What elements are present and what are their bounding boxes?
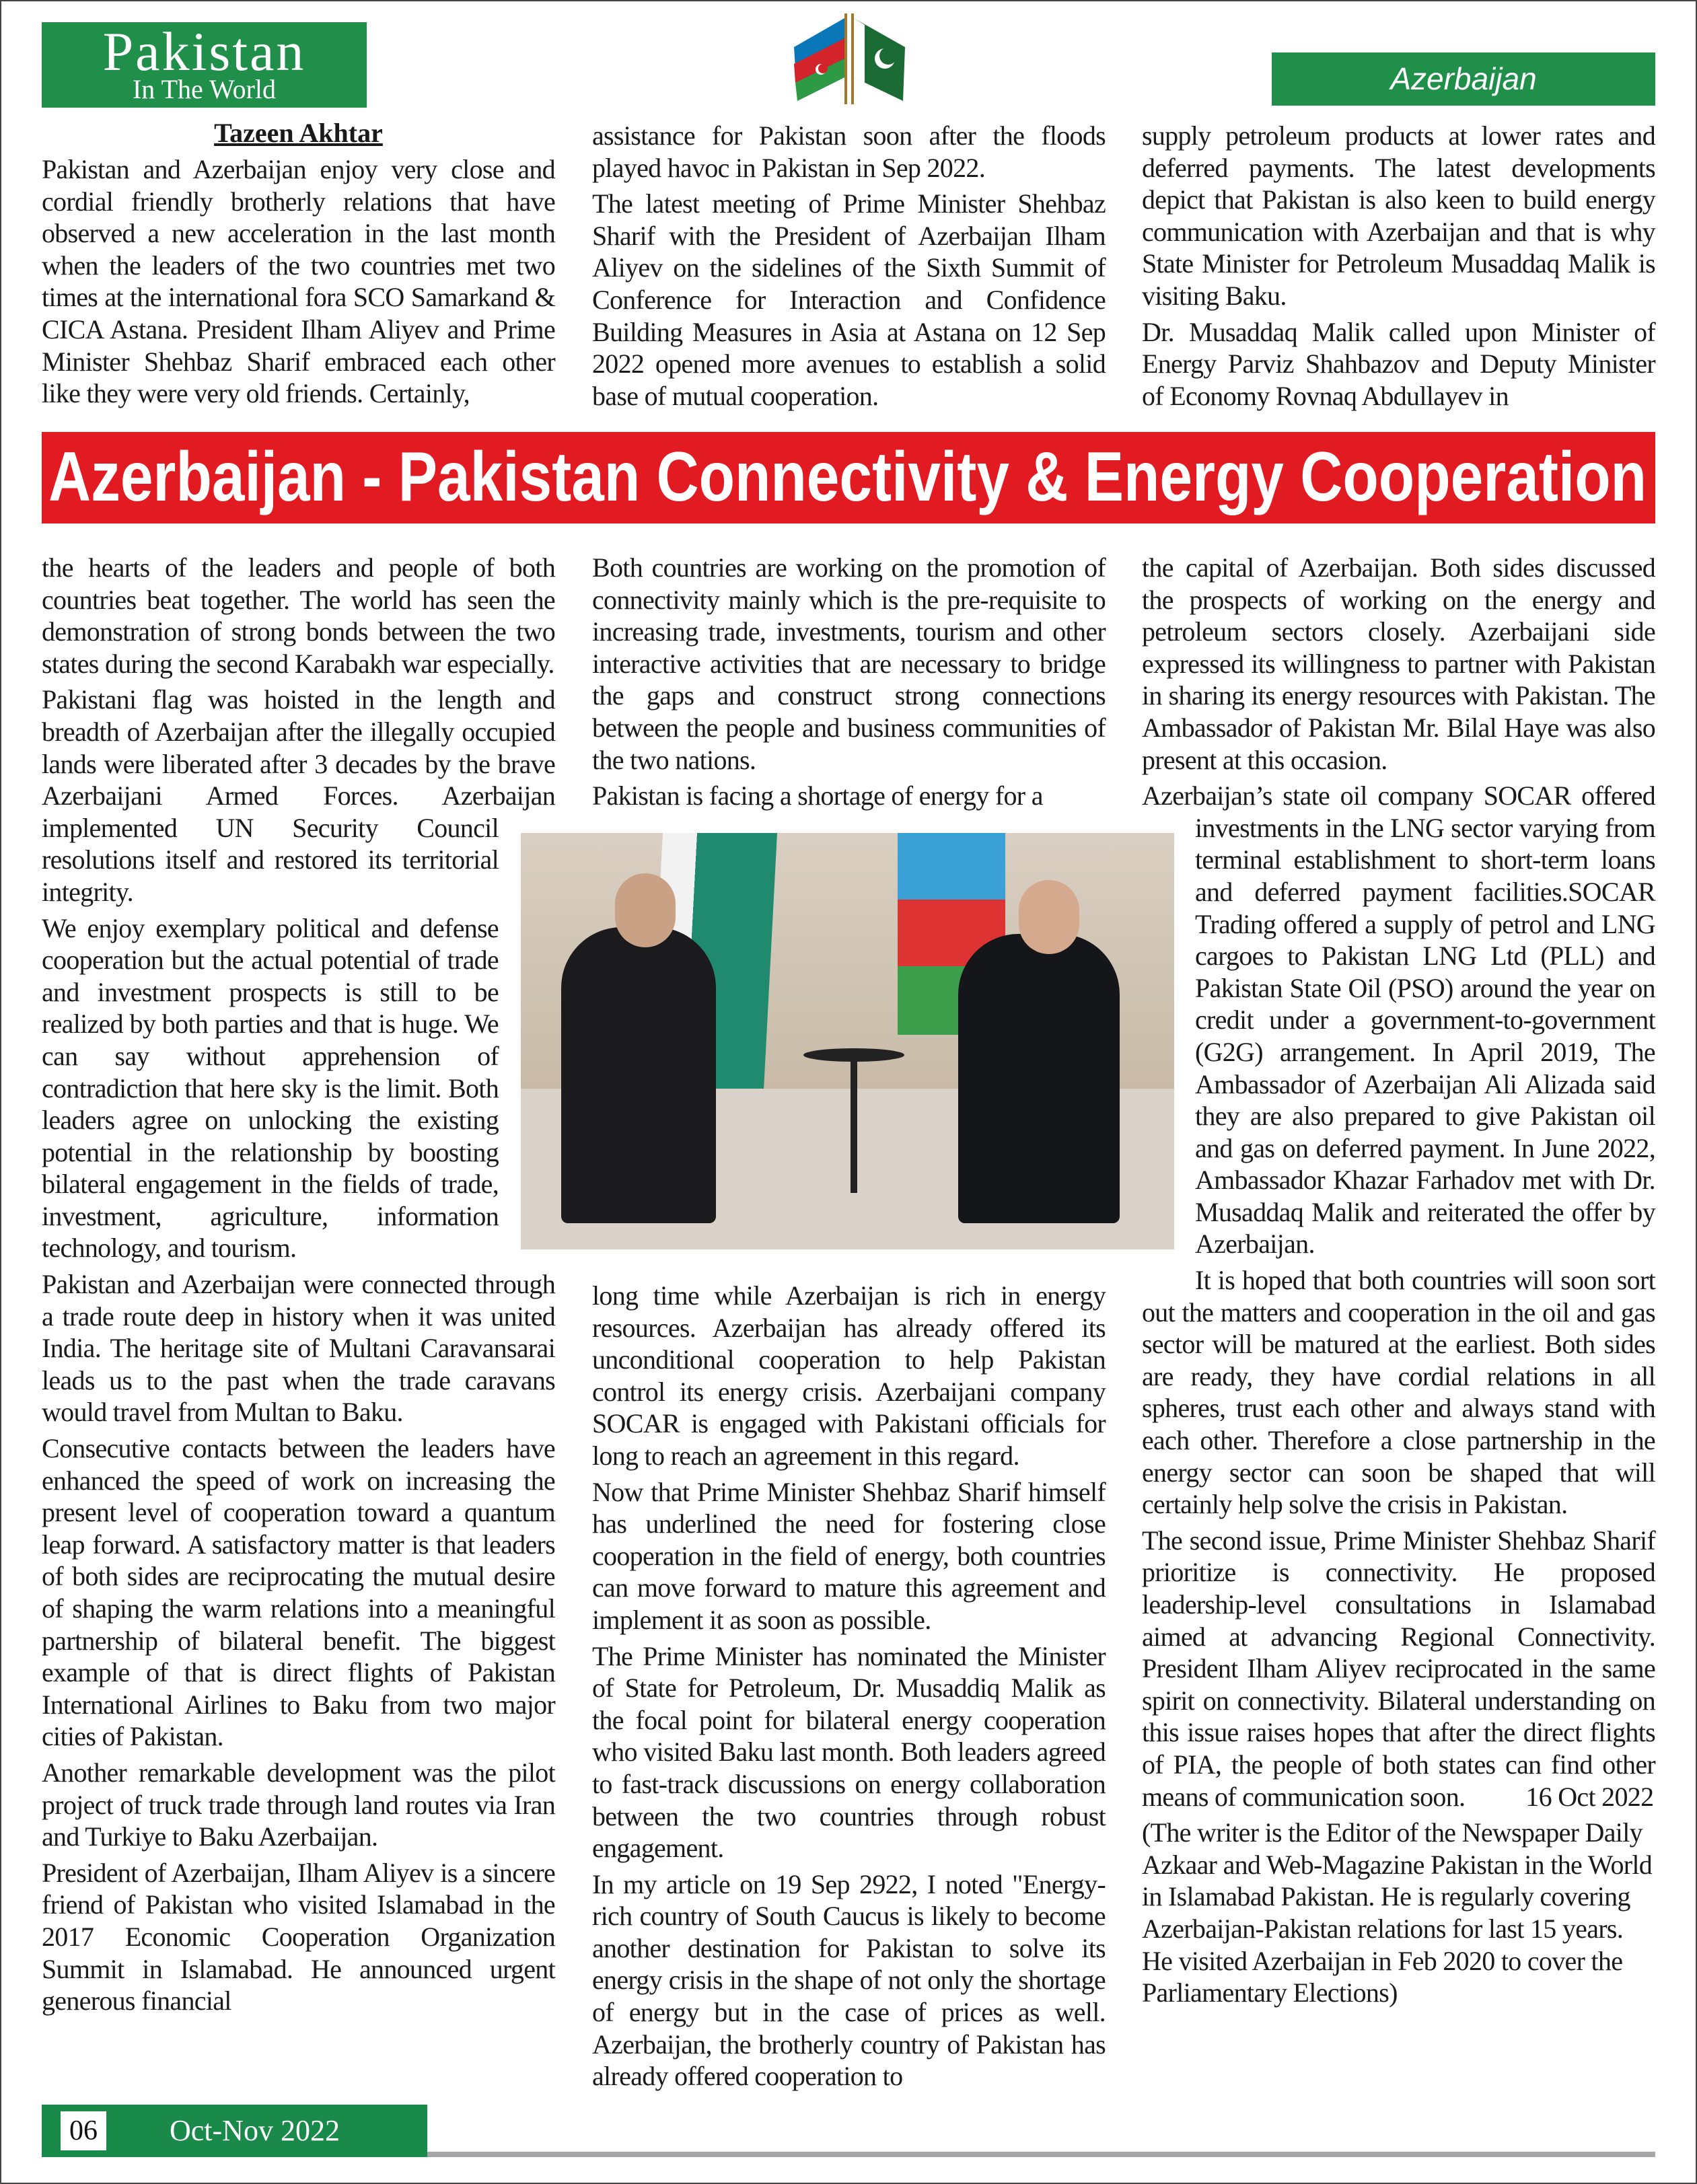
paragraph: The latest meeting of Prime Minister Shehbaz Sharif with the President of Azerbaijan Ilham Aliyev on the sidelines of the Sixth Summit of Conference for Interaction and Confidence Building Measures in Asia at Astana on 12 Sep 2022 opened more avenues to establish a solid base of mutual cooperation. xyxy=(592,188,1106,411)
logo-title: Pakistan xyxy=(102,21,306,82)
headline-banner xyxy=(42,432,1655,523)
azerbaijan-pakistan-flags-icon xyxy=(781,10,918,108)
bottom-column-2-top xyxy=(592,552,1106,816)
footer-rule xyxy=(427,2152,1655,2157)
paragraph: Pakistan and Azerbaijan were connected through a trade route deep in history when it was united India. The heritage site of Multani Caravansarai leads us to the past when the trade caravans would travel from Multan to Baku. xyxy=(42,1269,555,1428)
bottom-column-3 xyxy=(1142,552,1655,2013)
page-number: 06 xyxy=(61,2111,106,2150)
bottom-column-1 xyxy=(42,552,555,2021)
masthead-logo xyxy=(42,22,367,108)
logo-subtitle: In The World xyxy=(132,74,277,104)
leaders-meeting-photo xyxy=(521,833,1174,1249)
issue-date: Oct-Nov 2022 xyxy=(170,2114,340,2147)
paragraph: Pakistani flag was hoisted in the length and breadth of Azerbaijan after the illegally occupied lands were liberated after 3 decades by the brave Azerbaijani Armed Forces. Azerbaijan implemented UN Security Council resolutions itself and restored its territorial integrity. xyxy=(42,684,555,907)
headline: Azerbaijan - Pakistan Connectivity & Energy Cooperation xyxy=(48,438,1647,516)
person-right xyxy=(958,934,1120,1223)
person-left xyxy=(561,927,716,1223)
paragraph: supply petroleum products at lower rates and deferred payments. The latest developments depict that Pakistan is also keen to build energy communication with Azerbaijan and that is why State Minister for Petroleum Musaddaq Malik is visiting Baku. xyxy=(1142,120,1655,311)
person-right-head xyxy=(1019,880,1079,954)
table-leg xyxy=(851,1058,857,1193)
paragraph: Pakistan is facing a shortage of energy for a xyxy=(592,780,1043,811)
paragraph: In my article on 19 Sep 2922, I noted "Energy-rich country of South Caucus is likely to become another destination for Pakistan to solve its energy crisis in the shape of not only the shortage of energy but in the case of prices as well. Azerbaijan, the brotherly country of Pakistan has already offered cooperation to xyxy=(592,1868,1106,2092)
paragraph: the hearts of the leaders and people of both countries beat together. The world has seen the demonstration of strong bonds between the two states during the second Karabakh war especially. xyxy=(42,552,555,679)
author-byline: Tazeen Akhtar xyxy=(214,118,383,148)
paragraph-text: The second issue, Prime Minister Shehbaz Sharif prioritize is connectivity. He proposed leadership-level consultations in Islamabad aimed at advancing Regional Connectivity. President Ilham Aliyev reciprocated in the same spirit on connectivity. Bilateral understanding on this issue raises hopes that after the direct flights of PIA, the people of both states can find other means of communication soon. xyxy=(1142,1525,1655,1812)
paragraph: Consecutive contacts between the leaders have enhanced the speed of work on increasing the present level of cooperation toward a quantum leap forward. A satisfactory matter is that leaders of both sides are reciprocating the mutual desire of shaping the warm relations into a meaningful partnership of bilateral benefit. The biggest example of that is direct flights of Pakistan International Airlines to Baku from two major cities of Pakistan. xyxy=(42,1433,555,1752)
paragraph: Another remarkable development was the pilot project of truck trade through land routes via Iran and Turkiye to Baku Azerbaijan. xyxy=(42,1757,555,1852)
paragraph: Now that Prime Minister Shehbaz Sharif himself has underlined the need for fostering close cooperation in the field of energy, both countries can move forward to mature this agreement and implement it as soon as possible. xyxy=(592,1476,1106,1635)
dateline: 16 Oct 2022 xyxy=(1525,1781,1654,1812)
paragraph: the capital of Azerbaijan. Both sides discussed the prospects of working on the energy and petroleum sectors closely. Azerbaijani side expressed its willingness to partner with Pakistan in sharing its energy resources with Pakistan. The Ambassador of Pakistan Mr. Bilal Haye was also present at this occasion. xyxy=(1142,552,1655,775)
footer-badge xyxy=(42,2105,427,2157)
paragraph: We enjoy exemplary political and defense cooperation but the actual potential of trade and investment prospects is still to be realized by both parties and that is huge. We can say without apprehension of contradiction that here sky is the limit. Both leaders agree on unlocking the existing potential in the relationship by boosting bilateral engagement in the fields of trade, investment, agriculture, information technology, and tourism. xyxy=(42,912,499,1264)
paragraph: assistance for Pakistan soon after the floods played havoc in Pakistan in Sep 2022. xyxy=(592,120,1106,183)
paragraph: (The writer is the Editor of the Newspaper Daily Azkaar and Web-Magazine Pakistan in the World in Islamabad Pakistan. He is regularly covering Azerbaijan-Pakistan relations for last 15 years. He visited Azerbaijan in Feb 2020 to cover the Parliamentary Elections) xyxy=(1142,1817,1653,2008)
bottom-column-2-bottom xyxy=(592,1280,1106,2097)
top-column-2 xyxy=(592,120,1106,416)
paragraph: Pakistan and Azerbaijan enjoy very close and cordial friendly brotherly relations that have observed a new acceleration in the last month when the leaders of the two countries met two times at the international fora SCO Samarkand & CICA Astana. President Ilham Aliyev and Prime Minister Shehbaz Sharif embraced each other like they were very old friends. Certainly, xyxy=(42,154,555,409)
paragraph: long time while Azerbaijan is rich in energy resources. Azerbaijan has already offered its unconditional cooperation to help Pakistan control its energy crisis. Azerbaijani company SOCAR is engaged with Pakistani officials for long to reach an agreement in this regard. xyxy=(592,1280,1106,1471)
top-column-3 xyxy=(1142,120,1655,416)
person-left-head xyxy=(615,873,676,947)
paragraph: The Prime Minister has nominated the Minister of State for Petroleum, Dr. Musaddiq Malik as the focal point for bilateral energy cooperation who visited Baku last month. Both leaders agreed to fast-track discussions on energy collaboration between the two countries through robust engagement. xyxy=(592,1640,1106,1864)
paragraph: President of Azerbaijan, Ilham Aliyev is a sincere friend of Pakistan who visited Islamabad in the 2017 Economic Cooperation Organization Summit in Islamabad. He announced urgent generous financial xyxy=(42,1857,555,2016)
paragraph: Dr. Musaddaq Malik called upon Minister of Energy Parviz Shahbazov and Deputy Minister of Economy Rovnaq Abdullayev in xyxy=(1142,316,1655,411)
paragraph xyxy=(1142,1525,1655,1813)
section-label: Azerbaijan xyxy=(1272,52,1655,106)
paragraph: Azerbaijan’s state oil company SOCAR offered investments in the LNG sector varying from terminal establishment to short-term loans and deferred payment facilities.SOCAR Trading offered a supply of petrol and LNG cargoes to Pakistan LNG Ltd (PLL) and Pakistan State Oil (PSO) around the year on credit under a government-to-government (G2G) arrangement. In April 2019, The Ambassador of Azerbaijan Ali Alizada said they are also prepared to give Pakistan oil and gas on deferred payment. In June 2022, Ambassador Khazar Farhadov met with Dr. Musaddaq Malik and reiterated the offer by Azerbaijan. xyxy=(1142,780,1655,1260)
paragraph: It is hoped that both countries will soon sort out the matters and cooperation in the oil and gas sector will be matured at the earliest. Both sides are ready, they have cordial relations in all spheres, trust each other and always stand with each other. Therefore a close partnership in the energy sector can soon be shaped that will certainly help solve the crisis in Pakistan. xyxy=(1142,1265,1655,1520)
top-column-1 xyxy=(42,153,555,414)
paragraph: Both countries are working on the promotion of connectivity mainly which is the pre-requisite to increasing trade, investments, tourism and other interactive activities that are necessary to bridge the gaps and construct strong connections between the people and business communities of the two nations. xyxy=(592,552,1106,775)
